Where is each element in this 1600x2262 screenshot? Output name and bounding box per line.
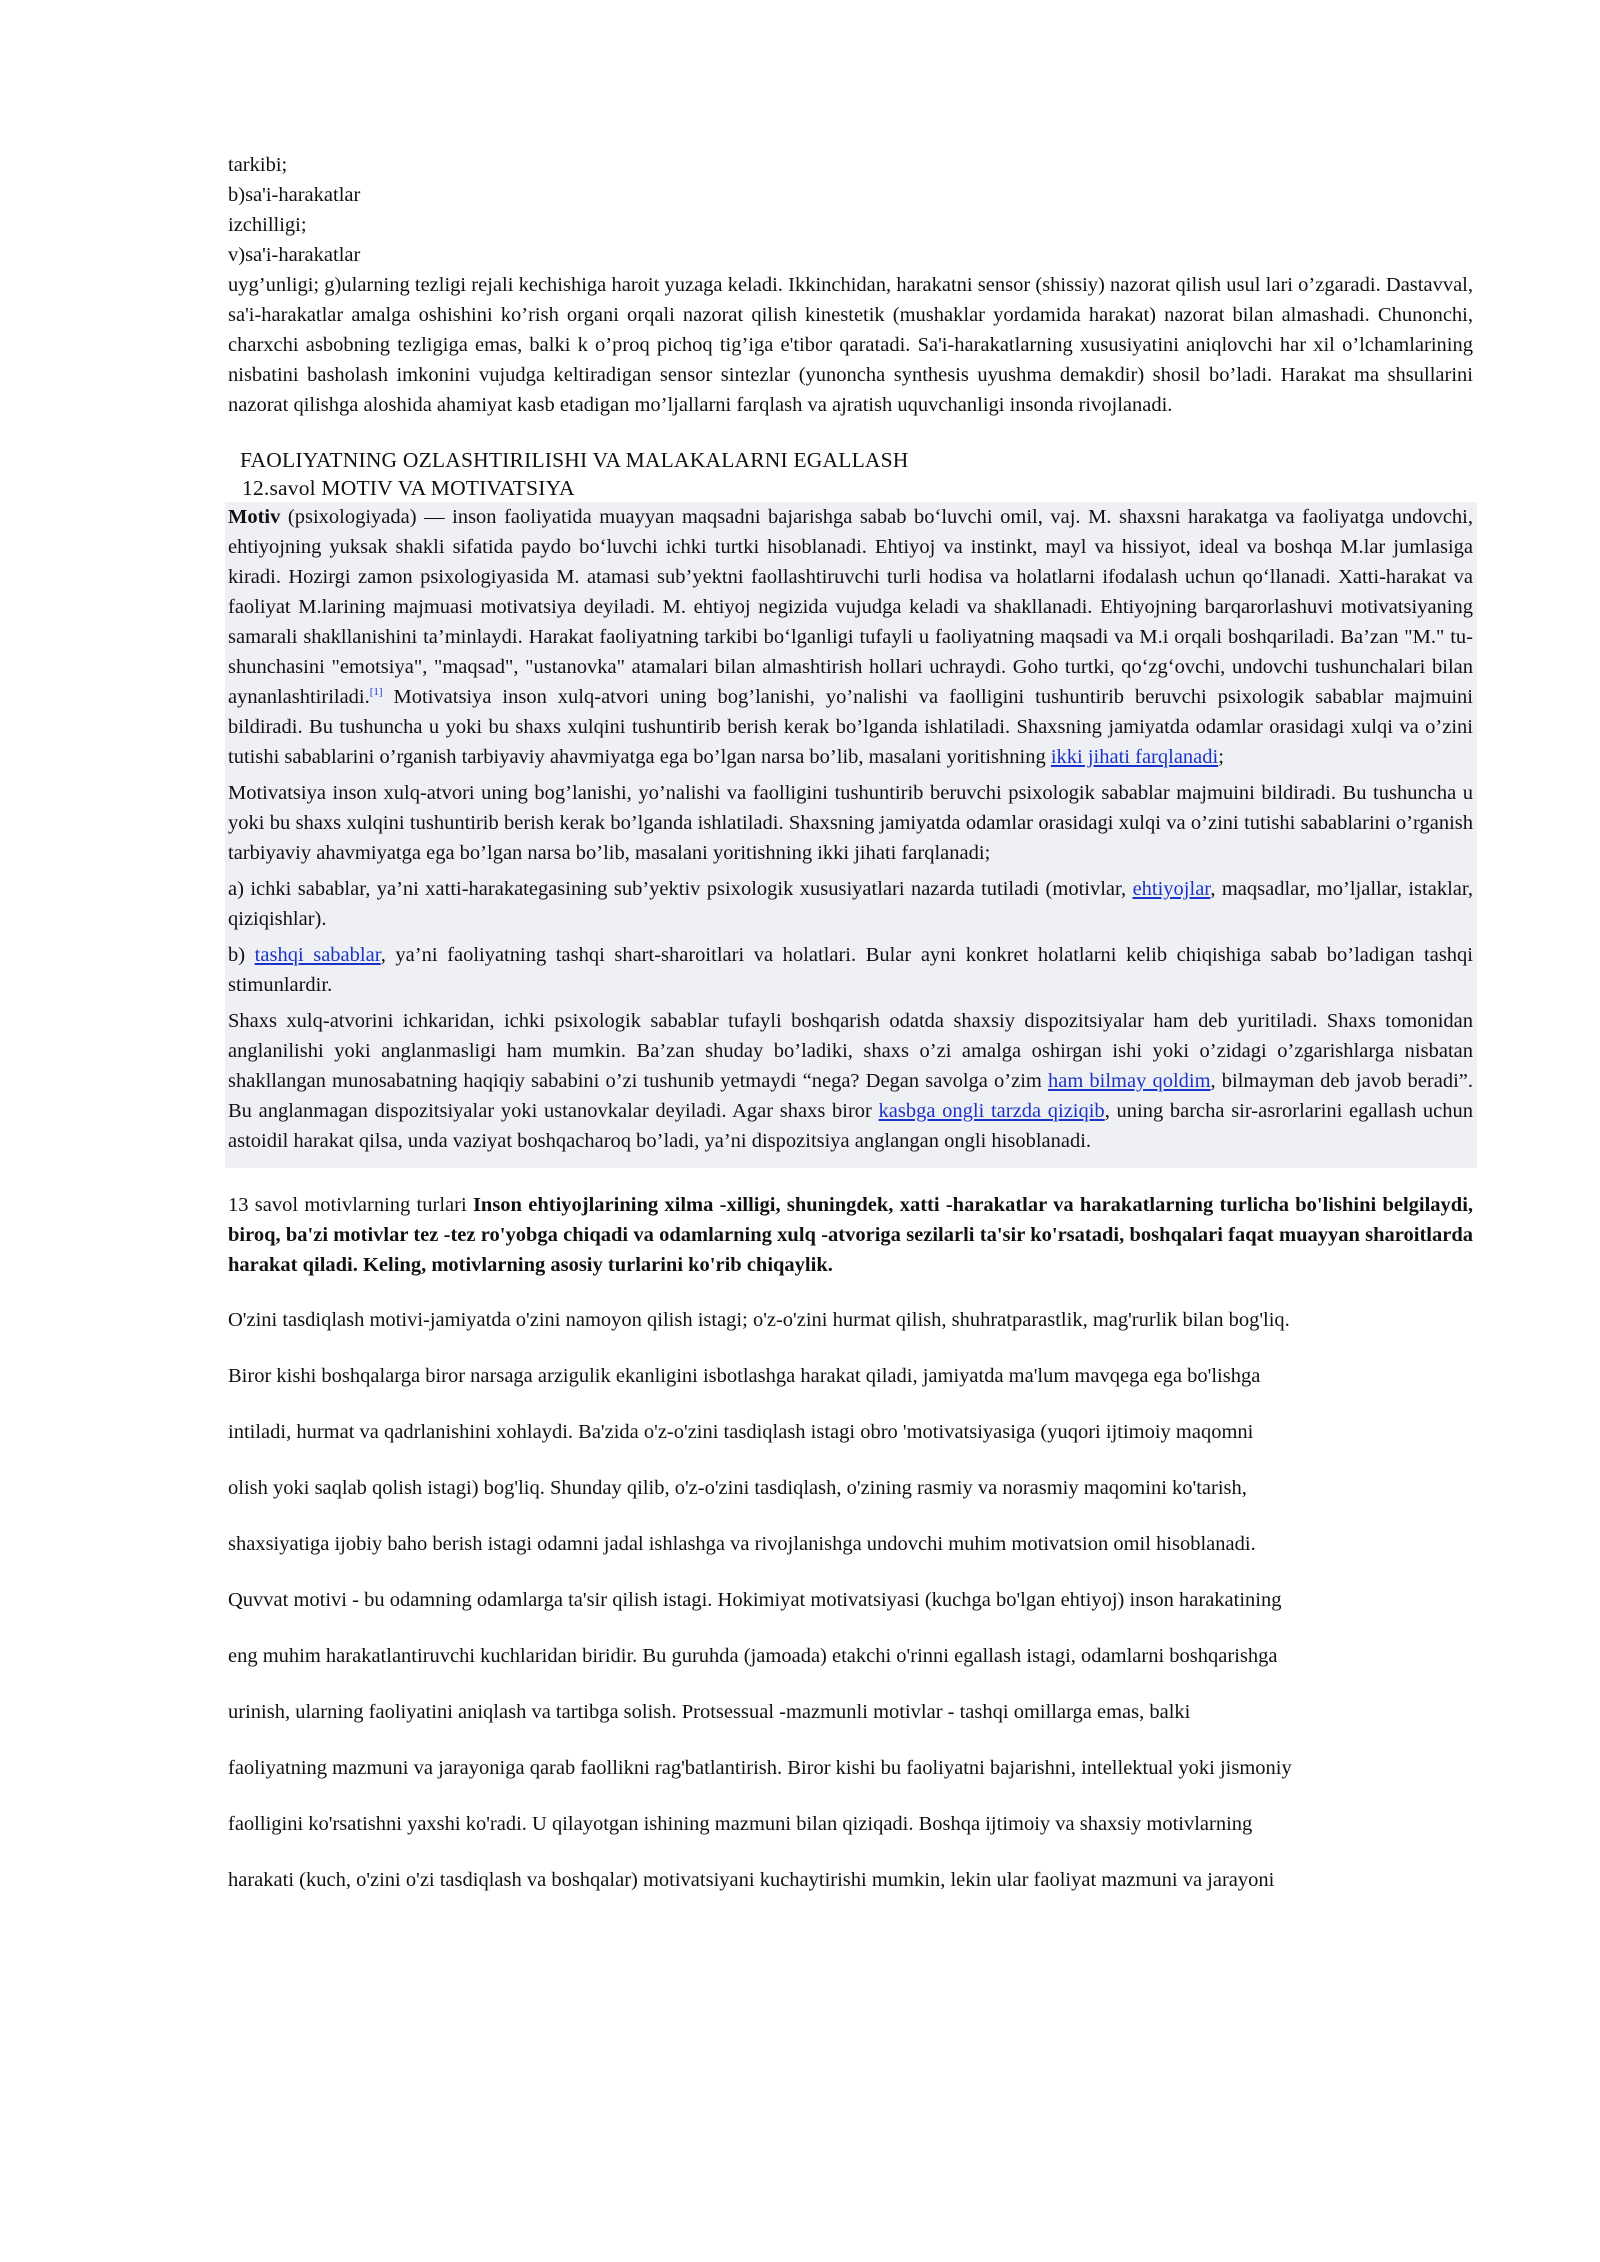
dispozitsiya-paragraph: Shaxs xulq-atvorini ichkaridan, ichki psixologik sabablar tufayli boshqarish odatda shaxsiy dispozitsiyalar ham deb yuritiladi. Shaxs tomonidan anglanilishi yoki anglanmasligi ham mumkin. Ba’zan shuday bo’ladiki, shaxs o’zi amalga oshirgan ishi yoki o’zidagi o’zgarishlarga nisbatan shakllangan munosabatning haqiqiy sababini o’zi tushunib yetmaydi “nega? Degan savolga o’zim ham bilmay qoldim, bilmayman deb javob beradi”. Bu anglanmagan dispozitsiyalar yoki ustanovkalar deyiladi. Agar shaxs biror kasbga ongli tarzda qiziqib, uning barcha sir-asrorlarini egallash uchun astoidil harakat qilsa, unda vaziyat boshqacharoq bo’ladi, ya’ni dispozitsiya anglangan ongli hisoblanadi. (228, 1010, 1473, 1152)
text-line: izchilligi; (228, 214, 307, 236)
motiv-types-intro: 13 savol motivlarning turlari Inson ehtiyojlarining xilma -xilligi, shuningdek, xatti -harakatlar va harakatlarning turlicha bo'lishini belgilaydi, biroq, ba'zi motivlar tez -tez ro'yobga chiqadi va odamlarning xulq -atvoriga sezilarli ta'sir ko'rsatadi, boshqalari faqat muayyan sharoitlarda harakat qiladi. Keling, motivlarning asosiy turlarini ko'rib chiqaylik. (228, 1194, 1474, 1276)
motivatsiya-paragraph: Motivatsiya inson xulq-atvori uning bog’lanishi, yo’nalishi va faolligini tushuntirib beruvchi psixologik sabablar majmuini bildiradi. Bu tushuncha u yoki bu shaxs xulqini tushuntirib berish kerak bo’lganda ishlatiladi. Shaxsning jamiyatda odamlar orasidagi xulqi va o’zini tutishi sabablarini o’rganish tarbiyaviy ahavmiyatga ega bo’lgan narsa bo’lib, masalani yoritishning ikki jihati farqlanadi; (228, 782, 1473, 864)
text-line: Quvvat motivi - bu odamning odamlarga ta'sir qilish istagi. Hokimiyat motivatsiyasi (kuchga bo'lgan ehtiyoj) inson harakatining (228, 1589, 1282, 1611)
tashqi-sabablar-paragraph: b) tashqi sabablar, ya’ni faoliyatning tashqi shart-sharoitlari va holatlari. Bular ayni konkret holatlarni kelib chiqishiga sabab bo’ladigan tashqi stimunlardir. (228, 944, 1473, 996)
footnote-ref[interactable]: [1] (369, 686, 383, 699)
text-line: v)sa'i-harakatlar (228, 244, 361, 266)
text-line: eng muhim harakatlantiruvchi kuchlaridan biridir. Bu guruhda (jamoada) etakchi o'rinni egallash istagi, odamlarni boshqarishga (228, 1645, 1278, 1667)
link-kasbga-ongli[interactable]: kasbga ongli tarzda qiziqib (878, 1100, 1105, 1122)
text-line: b)sa'i-harakatlar (228, 184, 361, 206)
motiv-types-text (228, 1292, 1473, 1908)
text-line: faolligini ko'rsatishni yaxshi ko'radi. U qilayotgan ishining mazmuni bilan qiziqadi. Boshqa ijtimoiy va shaxsiy motivlarning (228, 1813, 1253, 1835)
link-tashqi-sabablar[interactable]: tashqi sabablar (254, 944, 381, 966)
ichki-sabablar-paragraph: a) ichki sabablar, ya’ni xatti-harakategasining sub’yektiv psixologik xususiyatlari nazarda tutiladi (motivlar, ehtiyojlar, maqsadlar, mo’ljallar, istaklar, qiziqishlar). (228, 878, 1473, 930)
text-line: O'zini tasdiqlash motivi-jamiyatda o'zini namoyon qilish istagi; o'z-o'zini hurmat qilish, shuhratparastlik, mag'rurlik bilan bog'liq. (228, 1309, 1290, 1331)
text-line: urinish, ularning faoliyatini aniqlash va tartibga solish. Protsessual -mazmunli motivlar - tashqi omillarga emas, balki (228, 1701, 1191, 1723)
question-heading: 12.savol MOTIV VA MOTIVATSIYA (242, 476, 575, 500)
text-line: shaxsiyatiga ijobiy baho berish istagi odamni jadal ishlashga va rivojlanishga undovchi muhim motivatsion omil hisoblanadi. (228, 1533, 1256, 1555)
bold-intro: Inson ehtiyojlarining xilma -xilligi, shuningdek, xatti -harakatlar va harakatlarning turlicha bo'lishini belgilaydi, biroq, ba'zi motivlar tez -tez ro'yobga chiqadi va odamlarning xulq -atvoriga sezilarli ta'sir ko'rsatadi, boshqalari faqat muayyan sharoitlarda harakat qiladi. Keling, motivlarning asosiy turlarini ko'rib chiqaylik. (228, 1194, 1474, 1276)
document-page (228, 150, 1473, 1908)
motiv-definition-block (225, 502, 1477, 1168)
text-line: faoliyatning mazmuni va jarayoniga qarab faollikni rag'batlantirish. Biror kishi bu faoliyatni bajarishni, intellektual yoki jismoniy (228, 1757, 1292, 1779)
intro-paragraph: uyg’unligi; g)ularning tezligi rejali kechishiga haroit yuzaga keladi. Ikkinchidan, harakatni sensor (shissiy) nazorat qilish usul lari o’zgaradi. Dastavval, sa'i-harakatlar amalga oshishini ko’rish organi orqali nazorat qilish kinestetik (mushaklar yordamida harakat) nazorat bilan almashadi. Chunonchi, charxchi asbobning tezligiga emas, balki k o’proq pichoq tig’iga e'tibor qaratadi. Sa'i-harakatlarning xususiyatini aniqlovchi har xil o’lchamlarining nisbatini basholash imkonini vujudga keltiradigan sensor sintezlar (yunoncha synthesis uyushma demakdir) shosil bo’ladi. Harakat ma shsullarini nazorat qilishga aloshida ahamiyat kasb etadigan mo’ljallarni farqlash va ajratish uquvchanligi insonda rivojlanadi. (228, 274, 1473, 416)
motiv-paragraph: Motiv (psixologiyada) — inson faoliyatida muayyan maqsadni bajarishga sabab bo‘luvchi omil, vaj. M. shaxsni harakatga va faoliyatga undovchi, ehtiyojning yuksak shakli sifatida paydo bo‘luvchi ichki turtki hisoblanadi. Ehtiyoj va instinkt, mayl va hissiyot, ideal va boshqa M.lar jumlasiga kiradi. Hozirgi zamon psixologiyasida M. atamasi sub’yektni faollashtiruvchi turli hodisa va holatlarni ifodalash uchun qo‘llanadi. Xatti-harakat va faoliyat M.larining majmuasi motivatsiya deyiladi. M. ehtiyoj negizida vujudga keladi va shakllanadi. Ehtiyojning barqarorlashuvi motivatsiyaning samarali shakllanishini ta’minlaydi. Harakat faoliyatning tarkibi bo‘lganligi tufayli u faoliyatning maqsadi va M.i orqali boshqariladi. Ba’zan "M." tu-shunchasini "emotsiya", "maqsad", "ustanovka" atamalari bilan almashtirish hollari uchraydi. Goho turtki, qo‘zg‘ovchi, undovchi tushunchalari bilan aynanlashtiriladi.[1] Motivatsiya inson xulq-atvori uning bog’lanishi, yo’nalishi va faolligini tushuntirib beruvchi psixologik sabablar majmuini bildiradi. Bu tushuncha u yoki bu shaxs xulqini tushuntirib berish kerak bo’lganda ishlatiladi. Shaxsning jamiyatda odamlar orasidagi xulqi va o’zini tutishi sabablarini o’rganish tarbiyaviy ahavmiyatga ega bo’lgan narsa bo’lib, masalani yoritishning ikki jihati farqlanadi; (228, 506, 1473, 768)
link-ham-bilmay-qoldim[interactable]: ham bilmay qoldim (1047, 1070, 1211, 1092)
section-heading: FAOLIYATNING OZLASHTIRILISHI VA MALAKALARNI EGALLASH (240, 448, 909, 472)
text-line: olish yoki saqlab qolish istagi) bog'liq. Shunday qilib, o'z-o'zini tasdiqlash, o'zining rasmiy va norasmiy maqomini ko'tarish, (228, 1477, 1247, 1499)
text-line: intiladi, hurmat va qadrlanishini xohlaydi. Ba'zida o'z-o'zini tasdiqlash istagi obro 'motivatsiyasiga (yuqori ijtimoiy maqomni (228, 1421, 1254, 1443)
text-line: harakati (kuch, o'zini o'zi tasdiqlash va boshqalar) motivatsiyani kuchaytirishi mumkin, lekin ular faoliyat mazmuni va jarayoni (228, 1869, 1275, 1891)
link-ehtiyojlar[interactable]: ehtiyojlar (1132, 878, 1211, 900)
text-line: Biror kishi boshqalarga biror narsaga arzigulik ekanligini isbotlashga harakat qiladi, jamiyatda ma'lum mavqega ega bo'lishga (228, 1365, 1261, 1387)
link-ikki-jihati[interactable]: ikki jihati farqlanadi (1050, 746, 1219, 768)
text-line: tarkibi; (228, 154, 288, 176)
motiv-term: Motiv (228, 506, 281, 528)
